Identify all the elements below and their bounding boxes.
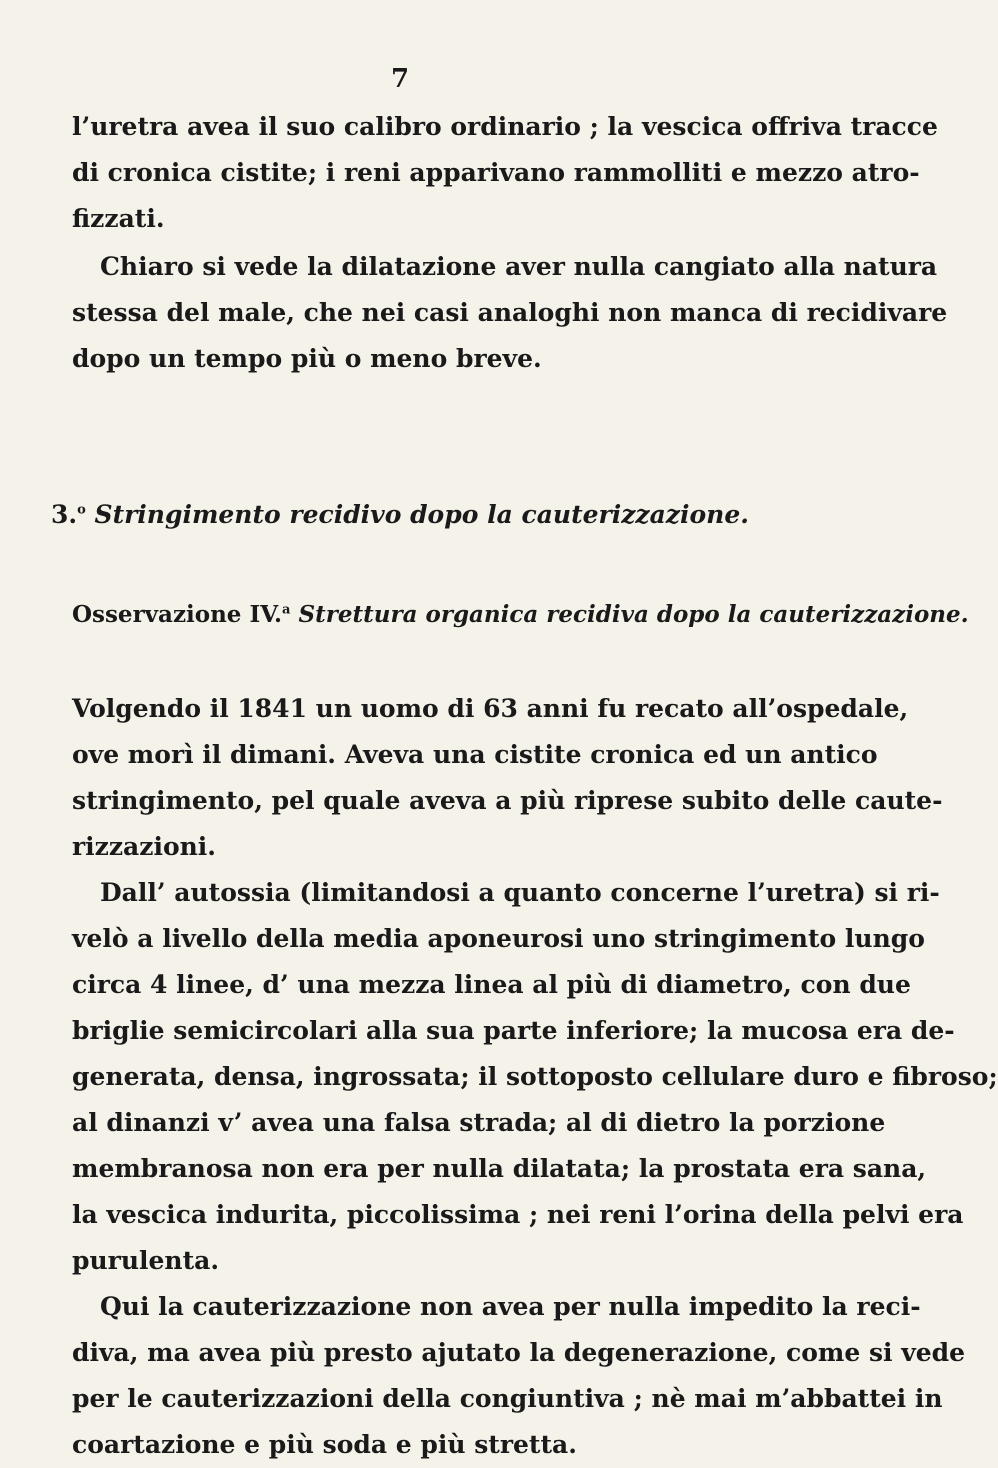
observation-label: Osservazione IV. xyxy=(72,601,283,628)
text-line: Volgendo il 1841 un uomo di 63 anni fu recato all’ospedale, xyxy=(72,694,909,723)
text-line: dopo un tempo più o meno breve. xyxy=(72,344,542,373)
text-line: velò a livello della media aponeurosi uno stringimento lungo xyxy=(72,924,925,953)
observation-heading xyxy=(72,595,969,635)
section-number: 3. xyxy=(51,500,78,529)
text-line: al dinanzi v’ avea una falsa strada; al di dietro la porzione xyxy=(72,1108,886,1137)
paragraph-continuation xyxy=(72,104,938,242)
page-number: 7 xyxy=(390,64,410,94)
text-line: stessa del male, che nei casi analoghi non manca di recidivare xyxy=(72,298,948,327)
text-line: Chiaro si vede la dilatazione aver nulla cangiato alla natura xyxy=(100,252,938,281)
text-line: fizzati. xyxy=(72,204,165,233)
text-line: circa 4 linee, d’ una mezza linea al più di diametro, con due xyxy=(72,970,911,999)
section-title: Stringimento recidivo dopo la cauterizzazione. xyxy=(94,500,749,529)
paragraph-case xyxy=(72,686,943,870)
section-number-superscript: o xyxy=(77,502,86,518)
observation-title: Strettura organica recidiva dopo la cauterizzazione. xyxy=(298,601,969,628)
text-line: rizzazioni. xyxy=(72,832,217,861)
text-line: briglie semicircolari alla sua parte inferiore; la mucosa era de- xyxy=(72,1016,955,1045)
text-line: coartazione e più soda e più stretta. xyxy=(72,1430,577,1459)
text-line: di cronica cistite; i reni apparivano rammolliti e mezzo atro- xyxy=(72,158,920,187)
text-line: Qui la cauterizzazione non avea per nulla impedito la reci- xyxy=(100,1292,921,1321)
text-line: ove morì il dimani. Aveva una cistite cronica ed un antico xyxy=(72,740,878,769)
paragraph-conclusion xyxy=(72,244,948,382)
text-line: la vescica indurita, piccolissima ; nei reni l’orina della pelvi era xyxy=(72,1200,964,1229)
text-line: membranosa non era per nulla dilatata; la prostata era sana, xyxy=(72,1154,927,1183)
text-line: Dall’ autossia (limitandosi a quanto concerne l’uretra) si ri- xyxy=(100,878,940,907)
text-line: stringimento, pel quale aveva a più riprese subito delle caute- xyxy=(72,786,943,815)
paragraph-remark xyxy=(72,1284,966,1468)
text-line: l’uretra avea il suo calibro ordinario ; la vescica offriva tracce xyxy=(72,112,938,141)
text-line: diva, ma avea più presto ajutato la degenerazione, come si vede xyxy=(72,1338,966,1367)
paragraph-autopsy xyxy=(72,870,998,1284)
section-heading xyxy=(0,495,800,535)
text-line: purulenta. xyxy=(72,1246,220,1275)
observation-label-superscript: a xyxy=(282,602,291,618)
text-line: per le cauterizzazioni della congiuntiva ; nè mai m’abbattei in xyxy=(72,1384,943,1413)
text-line: generata, densa, ingrossata; il sottoposto cellulare duro e fibroso; xyxy=(72,1062,998,1091)
